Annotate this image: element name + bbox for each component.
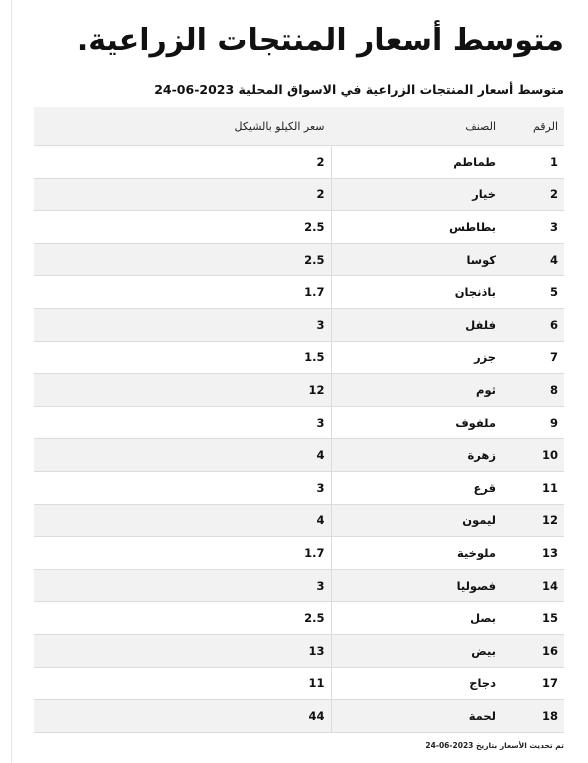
page-content <box>34 0 564 753</box>
cell-number: 5 <box>502 276 564 309</box>
cell-price: 3 <box>34 406 331 439</box>
cell-item: ثوم <box>331 374 502 407</box>
cell-item: فلفل <box>331 308 502 341</box>
table-caption: متوسط أسعار المنتجات الزراعية في الاسواق المحلية 2023-06-24 <box>154 82 564 97</box>
table-row <box>34 341 564 374</box>
cell-number: 13 <box>502 537 564 570</box>
page-left-border <box>11 0 12 763</box>
cell-price: 4 <box>34 439 331 472</box>
table-row <box>34 276 564 309</box>
cell-number: 4 <box>502 243 564 276</box>
cell-item: لحمة <box>331 700 502 733</box>
cell-number: 11 <box>502 471 564 504</box>
cell-item: كوسا <box>331 243 502 276</box>
cell-price: 2.5 <box>34 602 331 635</box>
cell-price: 12 <box>34 374 331 407</box>
last-updated-note: تم تحديث الأسعار بتاريخ 2023-06-24 <box>425 740 564 750</box>
table-row <box>34 602 564 635</box>
table-row <box>34 146 564 179</box>
cell-price: 2 <box>34 146 331 179</box>
cell-number: 9 <box>502 406 564 439</box>
cell-price: 3 <box>34 569 331 602</box>
cell-price: 1.7 <box>34 537 331 570</box>
table-row <box>34 374 564 407</box>
table-row <box>34 439 564 472</box>
cell-item: ملفوف <box>331 406 502 439</box>
cell-price: 1.7 <box>34 276 331 309</box>
cell-item: خيار <box>331 178 502 211</box>
header-price: سعر الكيلو بالشيكل <box>34 107 331 146</box>
cell-price: 3 <box>34 308 331 341</box>
header-number: الرقم <box>502 107 564 146</box>
table-row <box>34 634 564 667</box>
table-row <box>34 537 564 570</box>
cell-price: 11 <box>34 667 331 700</box>
table-row <box>34 700 564 733</box>
cell-number: 15 <box>502 602 564 635</box>
cell-number: 12 <box>502 504 564 537</box>
cell-price: 3 <box>34 471 331 504</box>
cell-number: 18 <box>502 700 564 733</box>
cell-number: 1 <box>502 146 564 179</box>
cell-item: فصوليا <box>331 569 502 602</box>
cell-item: ليمون <box>331 504 502 537</box>
cell-price: 44 <box>34 700 331 733</box>
table-row <box>34 211 564 244</box>
table-row <box>34 178 564 211</box>
cell-number: 7 <box>502 341 564 374</box>
cell-item: قرع <box>331 471 502 504</box>
cell-item: بطاطس <box>331 211 502 244</box>
cell-item: طماطم <box>331 146 502 179</box>
table-row <box>34 471 564 504</box>
table-row <box>34 504 564 537</box>
table-row <box>34 667 564 700</box>
cell-price: 2.5 <box>34 243 331 276</box>
table-row <box>34 406 564 439</box>
page-title: متوسط أسعار المنتجات الزراعية. <box>76 23 564 58</box>
cell-price: 2 <box>34 178 331 211</box>
cell-number: 17 <box>502 667 564 700</box>
cell-price: 1.5 <box>34 341 331 374</box>
cell-number: 10 <box>502 439 564 472</box>
cell-price: 2.5 <box>34 211 331 244</box>
cell-number: 16 <box>502 634 564 667</box>
cell-item: زهرة <box>331 439 502 472</box>
cell-price: 4 <box>34 504 331 537</box>
table-row <box>34 243 564 276</box>
cell-item: ملوخية <box>331 537 502 570</box>
prices-table <box>34 107 564 733</box>
cell-number: 6 <box>502 308 564 341</box>
cell-price: 13 <box>34 634 331 667</box>
table-row <box>34 569 564 602</box>
cell-item: باذنجان <box>331 276 502 309</box>
cell-item: بيض <box>331 634 502 667</box>
table-header-row <box>34 107 564 146</box>
cell-item: دجاج <box>331 667 502 700</box>
cell-item: جزر <box>331 341 502 374</box>
header-item: الصنف <box>331 107 502 146</box>
cell-number: 3 <box>502 211 564 244</box>
cell-number: 2 <box>502 178 564 211</box>
table-row <box>34 308 564 341</box>
cell-item: بصل <box>331 602 502 635</box>
cell-number: 8 <box>502 374 564 407</box>
cell-number: 14 <box>502 569 564 602</box>
